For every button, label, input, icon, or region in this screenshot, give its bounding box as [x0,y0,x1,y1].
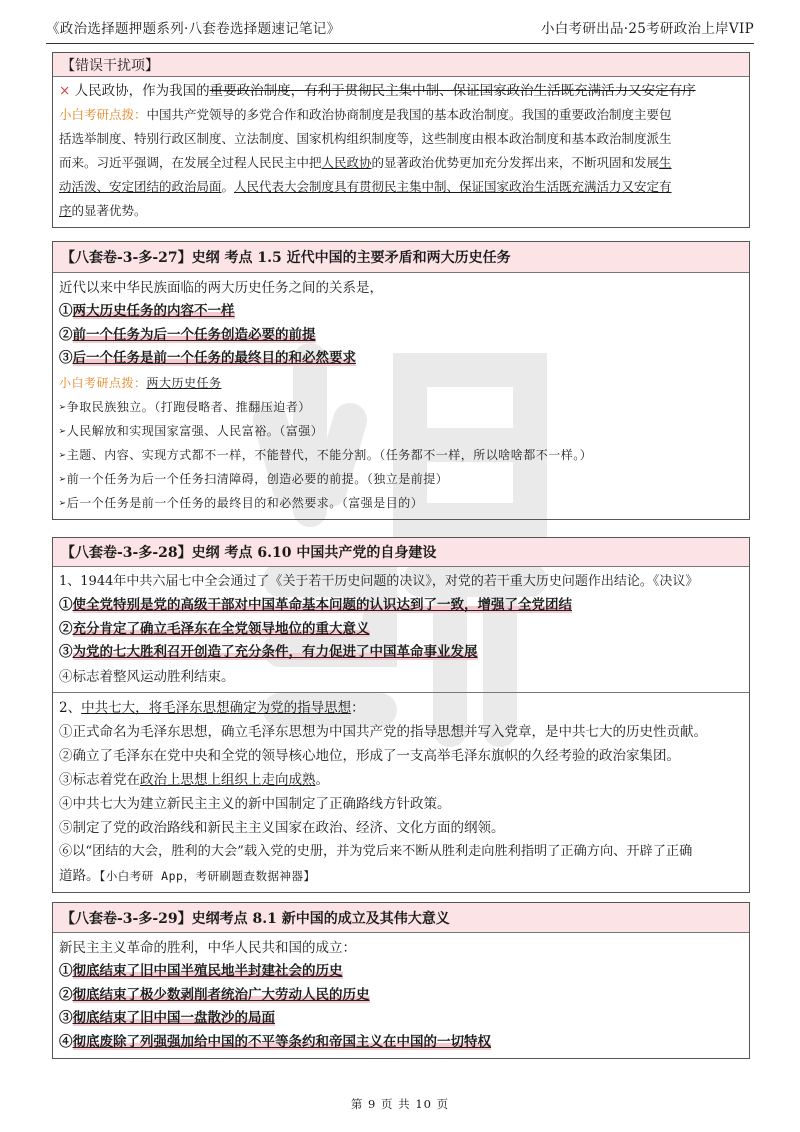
bullet-text: 主题、内容、实现方式都不一样，不能替代，不能分割。（任务都不一样，所以啥啥都不一样。） [66,447,593,462]
bullet-arrow-icon: ➢ [59,423,67,438]
bullet-arrow-icon: ➢ [59,399,67,414]
option-number: ① [59,597,73,613]
answer-option [59,1007,743,1031]
question-box-28 [52,537,750,893]
tip-bullet [59,467,743,491]
answer-option [59,641,743,665]
bullet-arrow-icon: ➢ [59,471,67,486]
answer-option [59,1031,743,1055]
tip-paragraph [59,103,743,223]
page-header [46,14,754,44]
bullet-text: 后一个任务是前一个任务的最终目的和必然要求。（富强是目的） [66,495,424,510]
header-doc-title: 《政治选择题押题系列·八套卷选择题速记笔记》 [46,21,341,37]
tip-line-3c: 的显著政治优势更加充分发挥出来，不断巩固和发展 [371,155,660,170]
question-stem: 1、1944年中共六届七中全会通过了《关于若干历史问题的决议》，对党的若干重大历史问题作出结论。《决议》 [59,574,699,589]
question-title: 【八套卷-3-多-28】史纲 考点 6.10 中国共产党的自身建设 [53,538,749,567]
question-title: 【八套卷-3-多-27】史纲 考点 1.5 近代中国的主要矛盾和两大历史任务 [53,242,749,273]
question-box-29 [52,902,750,1059]
option-number: ④ [59,1033,73,1050]
answer-option [59,347,743,371]
answer-options [59,960,743,1054]
answer-option [59,618,743,642]
answer-options [59,300,743,371]
question-stem: 新民主主义革命的胜利，中华人民共和国的成立： [59,940,356,956]
promo-text: 【小白考研 App，考研刷题查数据神器】 [99,868,316,883]
option-text: 彻底结束了旧中国半殖民地半封建社会的历史 [72,963,343,979]
point-2: ②确立了毛泽东在党中央和全党的领导核心地位，形成了一支高举毛泽东旗帜的久经考验的政治家集团。 [59,747,680,764]
bullet-text: 前一个任务为后一个任务扫清障碍，创造必要的前提。（独立是前提） [66,471,449,486]
tip-underline-political-situation: 动活泼、安定团结的政治局面 [59,179,222,194]
tip-underline-advantage: 具有贯彻民主集中制、保证国家政治生活既充满活力又安定有 [334,179,672,194]
point-3-pre: ③标志着党在 [59,771,140,788]
tip-heading [59,371,743,395]
tip-bullet [59,443,743,467]
option-text: 使全党特别是党的高级干部对中国革命基本问题的认识达到了一致，增强了全党团结 [72,597,572,613]
point-1: ①正式命名为毛泽东思想，确立毛泽东思想为中国共产党的指导思想并写入党章，是中共七大的历史性贡献。 [59,723,707,740]
option-number: ② [59,986,73,1003]
box-title: 【错误干扰项】 [53,53,749,77]
option-text: 彻底废除了列强强加给中国的不平等条约和帝国主义在中国的一切特权 [72,1033,491,1050]
point-3-underlined: 政治上思想上组织上走向成熟 [140,771,316,788]
option-text: 前一个任务为后一个任务创造必要的前提 [72,326,316,343]
error-distractor-box [52,52,750,228]
header-brand: 小白考研出品·25考研政治上岸VIP [540,21,754,37]
point-3-post: 。 [315,771,329,788]
option-number: ③ [59,1010,73,1026]
option-text: 彻底结束了极少数剥削者统治广大劳动人民的历史 [72,986,370,1003]
wrong-option-line [59,79,743,103]
option-text: 为党的七大胜利召开创造了充分条件，有力促进了中国革命事业发展 [72,644,478,660]
sub-question-number: 2、 [59,699,82,716]
option-number: ③ [59,350,73,366]
page-number: 第 9 页 共 10 页 [350,1097,450,1111]
answer-option [59,324,743,348]
sub-question-colon: ： [351,699,365,716]
plain-option: ④标志着整风运动胜利结束。 [59,668,235,685]
option-number: ② [59,326,73,343]
option-text: 后一个任务是前一个任务的最终目的和必然要求 [72,350,356,366]
tip-underline-npc-system: 人民代表大会制度 [234,179,335,194]
sub-question-2 [59,696,743,720]
tip-line-1: 中国共产党领导的多党合作和政治协商制度是我国的基本政治制度。我国的重要政治制度主要包 [146,107,672,122]
bullet-arrow-icon: ➢ [59,447,67,462]
tip-bullet [59,419,743,443]
question-title: 【八套卷-3-多-29】史纲考点 8.1 新中国的成立及其伟大意义 [53,903,749,933]
answer-option [59,960,743,984]
wrong-mark-icon: × [59,83,71,99]
bullet-text: 人民解放和实现国家富强、人民富裕。（富强） [66,423,324,438]
sub-question-underlined: 中共七大，将毛泽东思想确定为党的指导思想 [81,699,352,716]
question-stem: 近代以来中华民族面临的两大历史任务之间的关系是， [59,280,383,296]
point-3 [59,768,743,792]
wrong-option-prefix: 人民政协，作为我国的 [74,83,210,99]
tip-bullet [59,491,743,515]
option-text: 两大历史任务的内容不一样 [72,303,235,319]
tip-line-5a: 序 [59,203,72,218]
tip-label: 小白考研点拨： [59,107,147,122]
wrong-option-strikethrough: 重要政治制度，有利于贯彻民主集中制、保证国家政治生活既充满活力又安定有序 [209,83,696,99]
tip-underline-cppcc: 人民政协 [321,155,372,170]
point-6: ⑥以“团结的大会，胜利的大会”载入党的史册，并为党后来不断从胜利走向胜利指明了正确方向、开辟了正确 [59,843,693,859]
option-number: ③ [59,644,73,660]
point-4: ④中共七大为建立新民主主义的新中国制定了正确路线方针政策。 [59,795,451,812]
option-number: ① [59,963,73,979]
point-5: ⑤制定了党的政治路线和新民主主义国家在政治、经济、文化方面的纲领。 [59,819,505,836]
answer-option [59,594,743,618]
answer-options [59,594,743,665]
tip-line-3a: 而来。习近平强调，在发展全过程人民民主中把 [59,155,322,170]
tip-topic: 两大历史任务 [146,375,222,390]
option-number: ① [59,303,73,319]
answer-option [59,984,743,1008]
tip-line-3d: 生 [659,155,672,170]
tip-line-2: 括选举制度、特别行政区制度、立法制度、国家机构组织制度等，这些制度由根本政治制度和基本政治制度派生 [59,131,672,146]
divider [53,692,749,693]
bullet-text: 争取民族独立。（打跑侵略者、推翻压迫者） [66,399,311,414]
option-text: 充分肯定了确立毛泽东在全党领导地位的重大意义 [72,620,370,637]
question-box-27 [52,241,750,520]
tip-line-5b: 的显著优势。 [71,203,147,218]
option-text: 彻底结束了旧中国一盘散沙的局面 [72,1010,275,1026]
tip-label: 小白考研点拨： [59,375,147,390]
tip-bullet [59,395,743,419]
answer-option [59,300,743,324]
option-number: ② [59,620,73,637]
tip-bullet-list [59,395,743,515]
point-6-cont [59,864,743,888]
point-6-end: 道路。 [59,867,100,884]
tip-line-4b: 。 [221,179,235,194]
bullet-arrow-icon: ➢ [59,495,67,510]
